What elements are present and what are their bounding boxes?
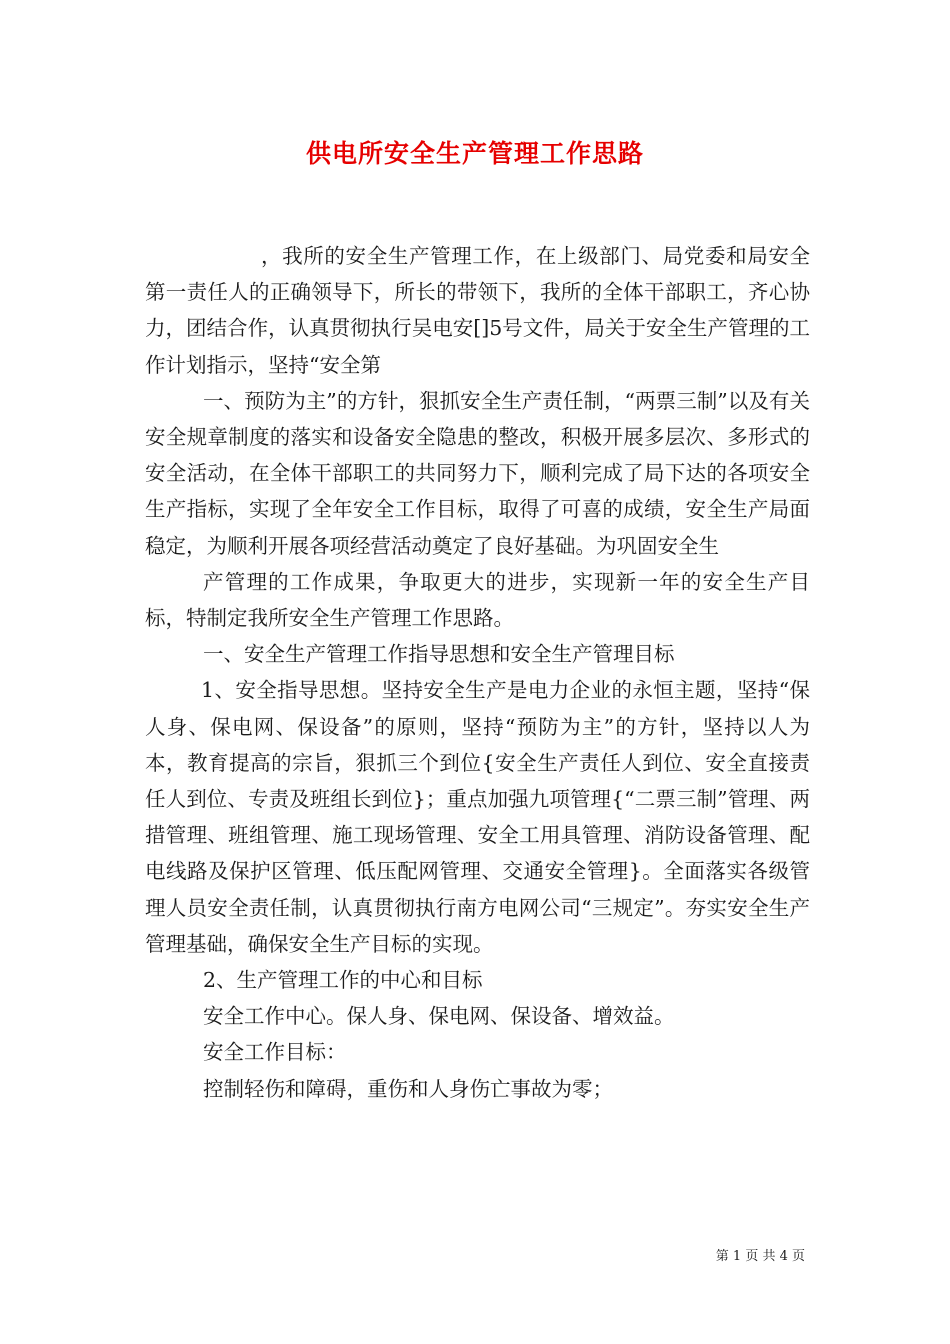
- page-number-footer: 第 1 页 共 4 页: [715, 1249, 805, 1264]
- document-title: 供电所安全生产管理工作思路: [305, 139, 644, 168]
- document-body: [145, 238, 810, 1107]
- paragraph-5: 1、安全指导思想。坚持安全生产是电力企业的永恒主题，坚持“保人身、保电网、保设备”的原则，坚持“预防为主”的方针，坚持以人为本，教育提高的宗旨，狠抓三个到位{安全生产责任人到位、安全直接责任人到位、专责及班组长到位}；重点加强九项管理{“二票三制”管理、两措管理、班组管理、施工现场管理、安全工用具管理、消防设备管理、配电线路及保护区管理、低压配网管理、交通安全管理}。全面落实各级管理人员安全责任制，认真贯彻执行南方电网公司“三规定”。夯实安全生产管理基础，确保安全生产目标的实现。: [145, 678, 810, 956]
- paragraph-4: 一、安全生产管理工作指导思想和安全生产管理目标: [203, 642, 675, 667]
- paragraph-7: 安全工作中心。保人身、保电网、保设备、增效益。: [203, 1004, 675, 1029]
- paragraph-9: 控制轻伤和障碍，重伤和人身伤亡事故为零；: [203, 1076, 613, 1101]
- paragraph-1: ，我所的安全生产管理工作，在上级部门、局党委和局安全第一责任人的正确领导下，所长的带领下，我所的全体干部职工，齐心协力，团结合作，认真贯彻执行吴电安[]5号文件，局关于安全生产管理的工作计划指示，坚持“安全第: [145, 244, 810, 377]
- paragraph-6: 2、生产管理工作的中心和目标: [203, 968, 483, 993]
- paragraph-2: 一、预防为主”的方针，狠抓安全生产责任制，“两票三制”以及有关安全规章制度的落实和设备安全隐患的整改，积极开展多层次、多形式的安全活动，在全体干部职工的共同努力下，顺利完成了局下达的各项安全生产指标，实现了全年安全工作目标，取得了可喜的成绩，安全生产局面稳定，为顺利开展各项经营活动奠定了良好基础。为巩固安全生: [145, 388, 810, 558]
- paragraph-3: 产管理的工作成果，争取更大的进步，实现新一年的安全生产目标，特制定我所安全生产管理工作思路。: [145, 569, 810, 631]
- paragraph-8: 安全工作目标：: [203, 1040, 347, 1065]
